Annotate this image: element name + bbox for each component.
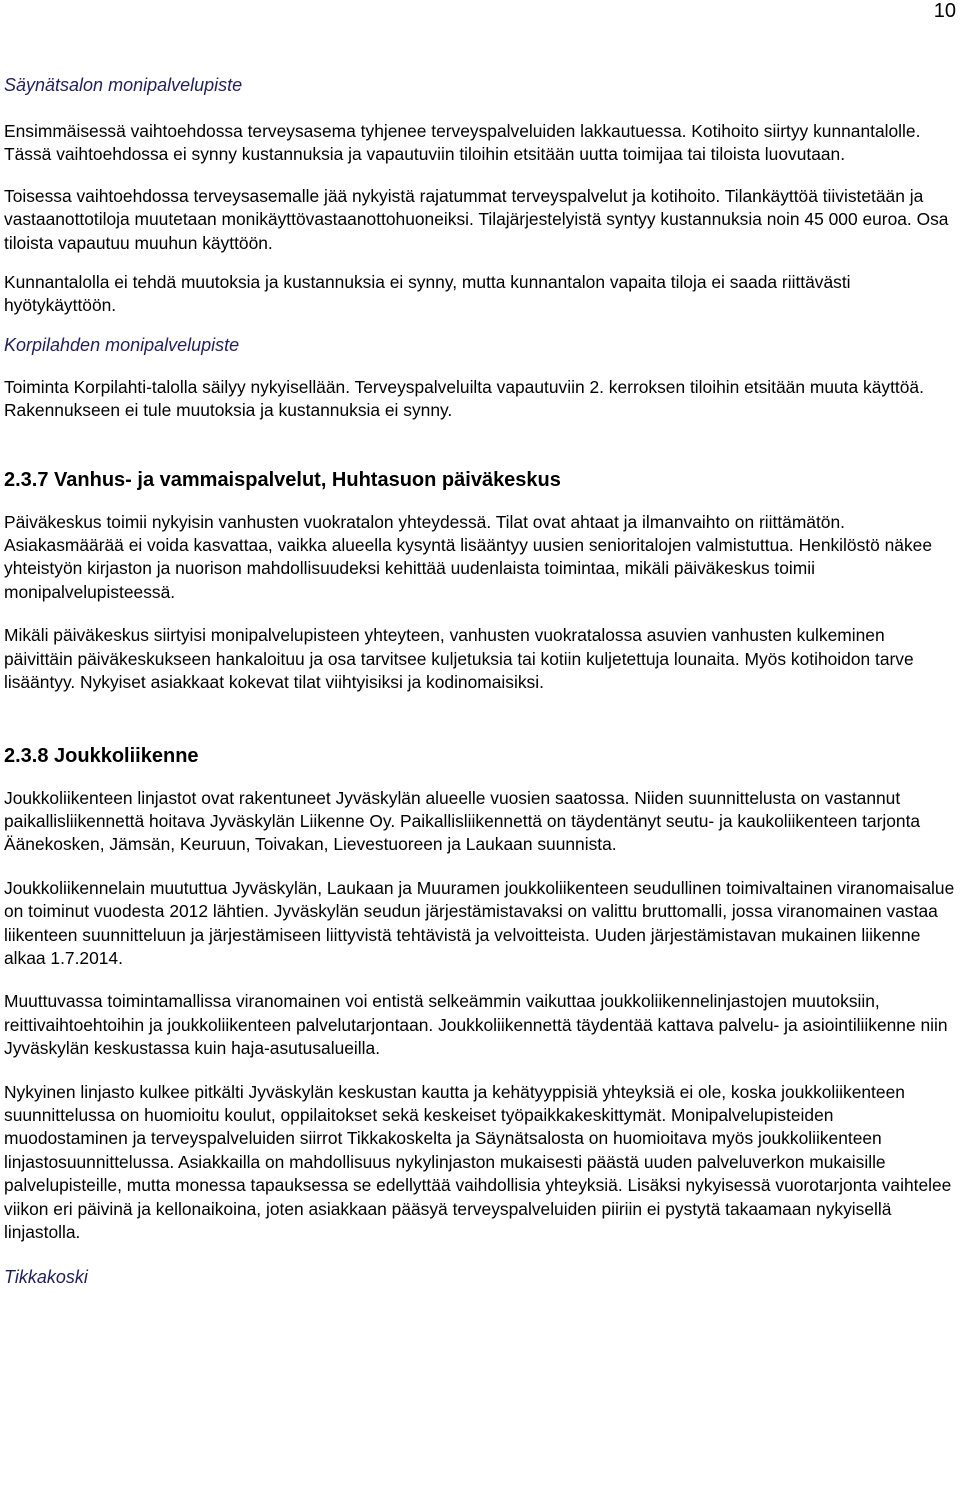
page-number: 10 xyxy=(933,0,956,22)
heading-korpilahti: Korpilahden monipalvelupiste xyxy=(4,334,240,355)
heading-tikkakoski: Tikkakoski xyxy=(4,1267,88,1288)
paragraph: Toiminta Korpilahti-talolla säilyy nykyisellään. Terveyspalveluilta vapautuviin 2. kerroksen tiloihin etsitään muuta käyttöä. Rakennukseen ei tule muutoksia ja kustannuksia ei synny. xyxy=(4,376,924,421)
paragraph: Joukkoliikenteen linjastot ovat rakentuneet Jyväskylän alueelle vuosien saatossa. Niiden suunnittelusta on vastannut paikallisliikennettä hoitava Jyväskylän Liikenne Oy. Paikallisliikennettä on täydentänyt seutu- ja kaukoliikenteen tarjonta Äänekosken, Jämsän, Keuruun, Toivakan, Lievestuoreen ja Laukaan suunnista. xyxy=(4,787,921,855)
section-heading-2-3-8: 2.3.8 Joukkoliikenne xyxy=(4,744,199,767)
paragraph: Mikäli päiväkeskus siirtyisi monipalvelupisteen yhteyteen, vanhusten vuokratalossa asuvien vanhusten kulkeminen päivittäin päiväkeskukseen hankaloituu ja osa tarvitsee kuljetuksia tai kotiin kuljetettuja lounaita. Myös kotihoidon tarve lisääntyy. Nykyiset asiakkaat kokevat tilat viihtyisiksi ja kodinomaisiksi. xyxy=(4,625,914,693)
paragraph: Ensimmäisessä vaihtoehdossa terveysasema tyhjenee terveyspalveluiden lakkautuessa. Kotihoito siirtyy kunnantalolle. Tässä vaihtoehdossa ei synny kustannuksia ja vapautuviin tiloihin etsitään uutta toimijaa tai tiloista luovutaan. xyxy=(4,121,921,165)
document-body xyxy=(4,72,956,1290)
paragraph: Toisessa vaihtoehdossa terveysasemalle jää nykyistä rajatummat terveyspalvelut ja kotihoito. Tilankäyttöä tiivistetään ja vastaanottotiloja muutetaan monikäyttövastaanottohuoneiksi. Tilajärjestelyistä syntyy kustannuksia noin 45 000 euroa. Osa tiloista vapautuu muuhun käyttöön. xyxy=(4,185,949,253)
paragraph: Päiväkeskus toimii nykyisin vanhusten vuokratalon yhteydessä. Tilat ovat ahtaat ja ilmanvaihto on riittämätön. Asiakasmäärää ei voida kasvattaa, vaikka alueella kysyntä lisääntyy uusien senioritalojen valmistuttua. Henkilöstö näkee yhteistyön kirjaston ja nuorison mahdollisuudeksi kehittää uudenlaista toimintaa, mikäli päiväkeskus toimii monipalvelupisteessä. xyxy=(4,511,932,602)
paragraph: Muuttuvassa toimintamallissa viranomainen voi entistä selkeämmin vaikuttaa joukkoliikennelinjastojen muutoksiin, reittivaihtoehtoihin ja joukkoliikenteen palvelutarjontaan. Joukkoliikennettä täydentää kattava palvelu- ja asiointiliikenne niin Jyväskylän keskustassa kuin haja-asutusalueilla. xyxy=(4,991,948,1059)
heading-saynatsalo: Säynätsalon monipalvelupiste xyxy=(4,75,243,95)
paragraph: Joukkoliikennelain muututtua Jyväskylän, Laukaan ja Muuramen joukkoliikenteen seudullinen toimivaltainen viranomaisalue on toiminut vuodesta 2012 lähtien. Jyväskylän seudun järjestämistavaksi on valittu bruttomalli, jossa viranomainen vastaa liikenteen suunnitteluun ja järjestämiseen liittyvistä tehtävistä ja velvoitteista. Uuden järjestämistavan mukainen liikenne alkaa 1.7.2014. xyxy=(4,877,955,968)
paragraph: Nykyinen linjasto kulkee pitkälti Jyväskylän keskustan kautta ja kehätyyppisiä yhteyksiä ei ole, koska joukkoliikenteen suunnittelussa on huomioitu koulut, oppilaitokset sekä keskeiset työpaikkakeskittymät. Monipalvelupisteiden muodostaminen ja terveyspalveluiden siirrot Tikkakoskelta ja Säynätsalosta on huomioitava myös joukkoliikenteen linjastosuunnittelussa. Asiakkailla on mahdollisuus nykylinjaston mukaisesti päästä uuden palveluverkon mukaisille palvelupisteille, mutta monessa tapauksessa se edellyttää vaihdollisia yhteyksiä. Lisäksi nykyisessä vuorotarjonta vaihtelee viikon eri päivinä ja kellonaikoina, joten asiakkaan pääsyä terveyspalveluiden piiriin ei pystytä takaamaan nykyisellä linjastolla. xyxy=(4,1081,952,1242)
section-heading-2-3-7: 2.3.7 Vanhus- ja vammaispalvelut, Huhtasuon päiväkeskus xyxy=(4,468,561,491)
paragraph: Kunnantalolla ei tehdä muutoksia ja kustannuksia ei synny, mutta kunnantalon vapaita tiloja ei saada riittävästi hyötykäyttöön. xyxy=(4,272,851,316)
